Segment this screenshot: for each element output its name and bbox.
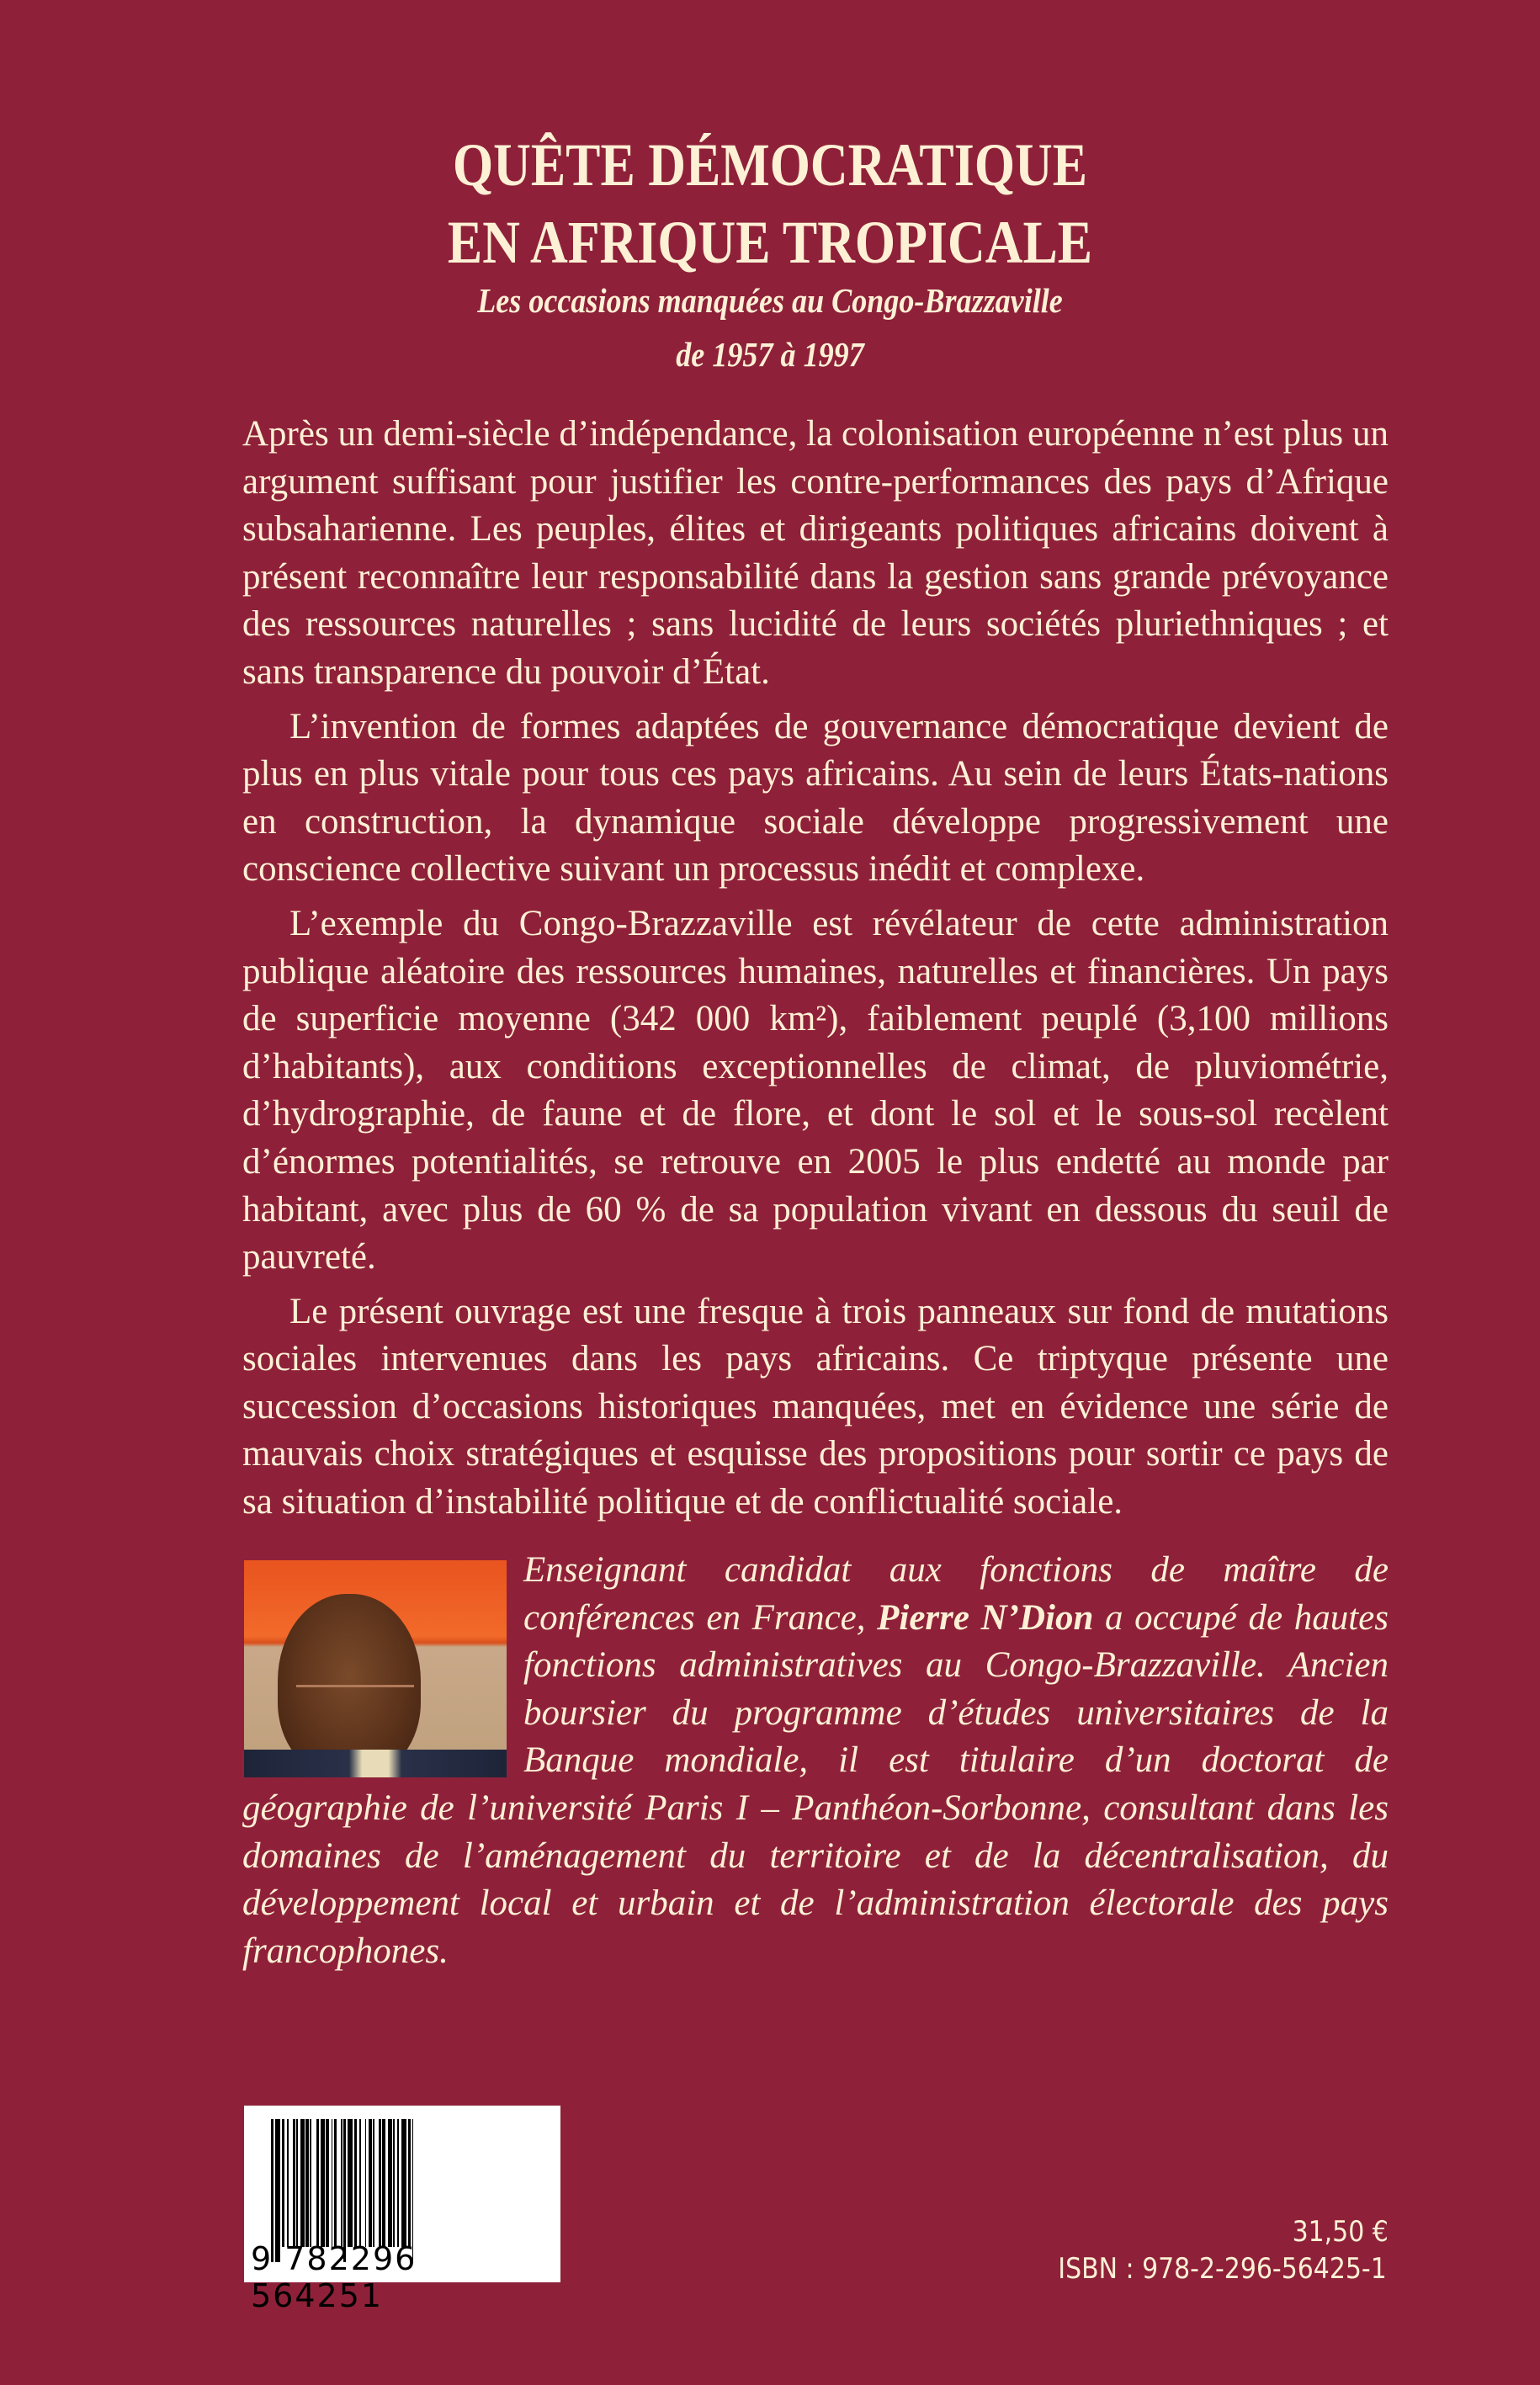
blurb-paragraph-2: L’invention de formes adaptées de gouvernance démocratique devient de plus en plus vitale pour tous ces pays africains. Au sein de leurs États-nations en construction, la dynamique sociale développe progressivement une conscience collective suivant un processus inédit et complexe. xyxy=(242,706,1389,890)
price: 31,50 € xyxy=(1292,2215,1389,2249)
book-title xyxy=(108,126,1432,281)
bio-intro: Enseignant candidat aux fonctions de maître de conférences en France, xyxy=(523,1550,1389,1638)
barcode xyxy=(244,2106,560,2314)
blurb-paragraph-4: Le présent ouvrage est une fresque à trois panneaux sur fond de mutations sociales intervenues dans les pays africains. Ce triptyque présente une succession d’occasions historiques manquées, met en évidence une série de mauvais choix stratégiques et esquisse des propositions pour sortir ce pays de sa situation d’instabilité politique et de conflictualité sociale. xyxy=(242,1291,1389,1522)
blurb-paragraph-1: Après un demi-siècle d’indépendance, la colonisation européenne n’est plus un argument suffisant pour justifier les contre-performances des pays d’Afrique subsaharienne. Les peuples, élites et dirigeants politiques africains doivent à présent reconnaître leur responsabilité dans la gestion sans grande prévoyance des ressources naturelles ; sans lucidité de leurs sociétés pluriethniques ; et sans transparence du pouvoir d’État. xyxy=(242,414,1389,692)
title-line-2: EN AFRIQUE TROPICALE xyxy=(447,209,1093,276)
blurb-paragraph-3: L’exemple du Congo-Brazzaville est révélateur de cette administration publique aléatoire des ressources humaines, naturelles et financières. Un pays de superficie moyenne (342 000 km²), faiblement peuplé (3,100 millions d’habitants), aux conditions exceptionnelles de climat, de pluviométrie, d’hydrographie, de faune et de flore, et dont le sol et le sous-sol recèlent d’énormes potentialités, se retrouve en 2005 le plus endetté au monde par habitant, avec plus de 60 % de sa population vivant en dessous du seuil de pauvreté. xyxy=(242,903,1389,1277)
author-name: Pierre N’Dion xyxy=(877,1597,1094,1638)
photo-spacer xyxy=(242,1547,523,1784)
barcode-digits: 9 782296 564251 xyxy=(251,2240,417,2314)
barcode-bars xyxy=(271,2119,539,2260)
bio-rest: a occupé de hautes fonctions administratives au Congo-Brazzaville. Ancien boursier du programme d’études universitaires de la Banque mondiale, il est titulaire d’un doctorat de géographie de l’université Paris I – Panthéon-Sorbonne, consultant dans les domaines de l’aménagement du territoire et de la décentralisation, du développement local et urbain et de l’administration électorale des pays francophones. xyxy=(242,1597,1389,1971)
isbn: ISBN : 978-2-296-56425-1 xyxy=(1058,2252,1387,2286)
subtitle-line-2: de 1957 à 1997 xyxy=(676,335,864,374)
title-line-1: QUÊTE DÉMOCRATIQUE xyxy=(452,131,1088,199)
blurb xyxy=(242,411,1389,1533)
book-subtitle xyxy=(93,274,1447,381)
author-bio xyxy=(242,1547,1389,1975)
subtitle-line-1: Les occasions manquées au Congo-Brazzaville xyxy=(477,281,1063,320)
